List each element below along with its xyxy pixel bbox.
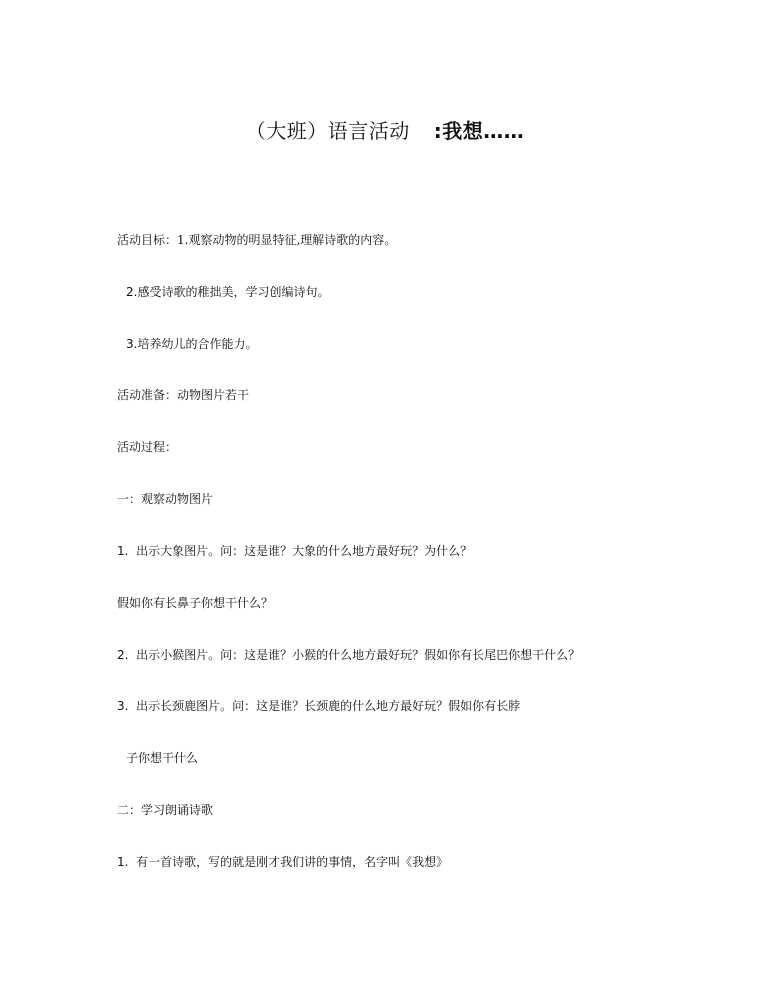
objective-line-2: 2.感受诗歌的稚拙美，学习创编诗句。: [126, 285, 330, 299]
step-2-line: 2. 出示小猴图片。问：这是谁？小猴的什么地方最好玩？假如你有长尾巴你想干什么？: [117, 648, 581, 662]
section-two-step-1: 1. 有一首诗歌，写的就是刚才我们讲的事情，名字叫《我想》: [117, 855, 449, 869]
step-3-continuation: 子你想干什么: [126, 751, 199, 765]
title-main: （大班）语言活动: [245, 119, 410, 143]
section-two-heading: 二：学习朗诵诗歌: [117, 803, 214, 817]
process-heading: 活动过程：: [117, 440, 178, 454]
section-one-heading: 一：观察动物图片: [117, 492, 214, 506]
objective-line-3: 3.培养幼儿的合作能力。: [126, 337, 258, 351]
title-tail: :我想……: [433, 119, 525, 143]
document-title: [0, 116, 770, 146]
step-1-continuation: 假如你有长鼻子你想干什么？: [117, 596, 274, 610]
step-1-line: 1. 出示大象图片。问：这是谁？大象的什么地方最好玩？为什么？: [117, 544, 473, 558]
preparation-line: 活动准备：动物图片若干: [117, 388, 250, 402]
step-3-line: 3. 出示长颈鹿图片。问：这是谁？长颈鹿的什么地方最好玩？假如你有长脖: [117, 699, 521, 713]
objective-line-1: 活动目标：1.观察动物的明显特征,理解诗歌的内容。: [117, 233, 397, 247]
